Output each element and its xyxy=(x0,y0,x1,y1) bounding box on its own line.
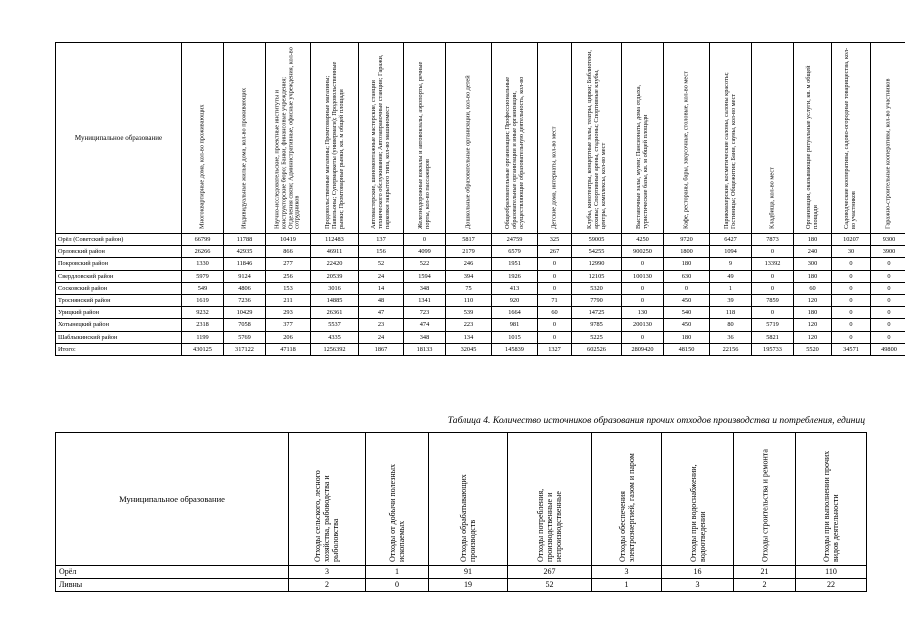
table-caption: Таблица 4. Количество источников образования прочих отходов производства и потребления, единиц xyxy=(447,415,865,426)
value-cell: 7236 xyxy=(224,294,266,306)
value-cell: 1619 xyxy=(182,294,224,306)
value-cell: 120 xyxy=(794,319,832,331)
value-cell: 0 xyxy=(871,319,905,331)
value-cell: 3 xyxy=(592,566,662,579)
waste-sources-table-1 xyxy=(55,42,905,356)
value-cell: 19 xyxy=(429,579,508,592)
value-cell: 5769 xyxy=(224,331,266,343)
column-header-label: Парикмахерские, косметические салоны, салоны красоты; Гостиницы; Общежития; Бани, сауны, кол-во мест xyxy=(722,72,737,229)
table-row xyxy=(56,307,905,319)
column-header-label: Отходы при выполнении прочих видов деятельности xyxy=(821,450,840,562)
value-cell: 120 xyxy=(794,294,832,306)
value-cell: 9785 xyxy=(572,319,622,331)
value-cell: 34571 xyxy=(832,343,871,355)
value-cell: 1094 xyxy=(710,246,752,258)
value-cell: 4335 xyxy=(311,331,359,343)
value-cell: 0 xyxy=(664,282,710,294)
column-header-label: Автомастерские, шиномонтажные мастерские, станции технического обслуживания; Автозаправочные станции; Гаражи, парковки закрытого типа, кол-во машиномест xyxy=(369,54,391,229)
value-cell: 0 xyxy=(752,307,794,319)
municipality-name-cell: Орёл xyxy=(56,566,289,579)
value-cell: 0 xyxy=(832,270,871,282)
value-cell: 1199 xyxy=(182,331,224,343)
value-cell: 3 xyxy=(289,566,366,579)
value-cell: 317122 xyxy=(224,343,266,355)
table-row xyxy=(56,258,905,270)
value-cell: 1 xyxy=(366,566,429,579)
value-cell: 0 xyxy=(622,258,664,270)
municipality-name-cell: Урицкий район xyxy=(56,307,182,319)
value-cell: 0 xyxy=(538,282,572,294)
value-cell: 348 xyxy=(404,331,446,343)
value-cell: 52 xyxy=(508,579,592,592)
column-header-label: Дошкольные образовательные организации, кол-во детей xyxy=(464,75,472,229)
table-row xyxy=(56,343,905,355)
value-cell: 9 xyxy=(710,258,752,270)
value-cell: 0 xyxy=(752,282,794,294)
value-cell: 1926 xyxy=(492,270,538,282)
table-row xyxy=(56,282,905,294)
value-cell: 348 xyxy=(404,282,446,294)
value-cell: 450 xyxy=(664,319,710,331)
value-cell: 267 xyxy=(508,566,592,579)
value-cell: 1951 xyxy=(492,258,538,270)
value-cell: 48 xyxy=(359,294,404,306)
column-header-label: Выставочные залы, музеи; Пансионаты, дома отдыха, туристические базы, кв. м общей площади xyxy=(634,84,649,229)
value-cell: 4250 xyxy=(622,234,664,246)
municipality-name-cell: Итого: xyxy=(56,343,182,355)
value-cell: 300 xyxy=(794,258,832,270)
value-cell: 118 xyxy=(710,307,752,319)
column-header xyxy=(224,43,266,234)
value-cell: 22 xyxy=(796,579,867,592)
column-header xyxy=(832,43,871,234)
value-cell: 2 xyxy=(289,579,366,592)
waste-sources-table-2 xyxy=(55,432,867,592)
column-header-label: Отходы сельского, лесного хозяйства, рыбоводства и рыболовства xyxy=(313,470,341,562)
value-cell: 180 xyxy=(794,307,832,319)
value-cell: 325 xyxy=(538,234,572,246)
value-cell: 0 xyxy=(832,307,871,319)
value-cell: 0 xyxy=(538,319,572,331)
value-cell: 3 xyxy=(662,579,734,592)
municipality-name-cell: Ливны xyxy=(56,579,289,592)
value-cell: 1330 xyxy=(182,258,224,270)
column-header-label: Кладбища, кол-во мест xyxy=(768,167,776,229)
value-cell: 549 xyxy=(182,282,224,294)
value-cell: 120 xyxy=(794,331,832,343)
column-header-label: Многоквартирные дома, кол-во проживающих xyxy=(198,104,206,229)
column-header-label: Организации, оказывающие ритуальные услуги, кв. м общей площади xyxy=(804,65,819,229)
value-cell: 200130 xyxy=(622,319,664,331)
value-cell: 0 xyxy=(832,294,871,306)
value-cell: 0 xyxy=(622,331,664,343)
value-cell: 180 xyxy=(664,258,710,270)
value-cell: 2 xyxy=(734,579,796,592)
value-cell: 6427 xyxy=(710,234,752,246)
value-cell: 1594 xyxy=(404,270,446,282)
value-cell: 7859 xyxy=(752,294,794,306)
value-cell: 59005 xyxy=(572,234,622,246)
value-cell: 42935 xyxy=(224,246,266,258)
value-cell: 14 xyxy=(359,282,404,294)
value-cell: 4099 xyxy=(404,246,446,258)
column-header xyxy=(664,43,710,234)
value-cell: 36 xyxy=(710,331,752,343)
value-cell: 1 xyxy=(592,579,662,592)
value-cell: 223 xyxy=(446,319,492,331)
value-cell: 1664 xyxy=(492,307,538,319)
value-cell: 0 xyxy=(871,331,905,343)
column-header-label: Отходы строительства и ремонта xyxy=(759,449,769,562)
value-cell: 14885 xyxy=(311,294,359,306)
value-cell: 24759 xyxy=(492,234,538,246)
value-cell: 66799 xyxy=(182,234,224,246)
table-row xyxy=(56,579,867,592)
value-cell: 47118 xyxy=(266,343,311,355)
value-cell: 7790 xyxy=(572,294,622,306)
value-cell: 1341 xyxy=(404,294,446,306)
value-cell: 180 xyxy=(664,331,710,343)
value-cell: 1 xyxy=(710,282,752,294)
value-cell: 49 xyxy=(710,270,752,282)
value-cell: 10207 xyxy=(832,234,871,246)
value-cell: 5537 xyxy=(311,319,359,331)
value-cell: 54255 xyxy=(572,246,622,258)
value-cell: 60 xyxy=(538,307,572,319)
value-cell: 206 xyxy=(266,331,311,343)
value-cell: 474 xyxy=(404,319,446,331)
value-cell: 2809420 xyxy=(622,343,664,355)
column-header-label: Клубы, кинотеатры, концертные залы, театры, цирки; Библиотеки, архивы; Спортивные арены, стадионы; Спортивные клубы, центры, комплексы, кол-во мест xyxy=(585,50,606,229)
column-header xyxy=(622,43,664,234)
value-cell: 0 xyxy=(622,294,664,306)
column-header-label: Отходы потребления, производственные и непроизводственные xyxy=(535,488,564,562)
value-cell: 110 xyxy=(796,566,867,579)
value-cell: 539 xyxy=(446,307,492,319)
value-cell: 920 xyxy=(492,294,538,306)
value-cell: 240 xyxy=(794,246,832,258)
value-cell: 7058 xyxy=(224,319,266,331)
column-header xyxy=(492,43,538,234)
column-header xyxy=(266,43,311,234)
value-cell: 9124 xyxy=(224,270,266,282)
value-cell: 130 xyxy=(622,307,664,319)
municipality-name-cell: Хотынецкий район xyxy=(56,319,182,331)
column-header xyxy=(794,43,832,234)
value-cell: 134 xyxy=(446,331,492,343)
value-cell: 211 xyxy=(266,294,311,306)
value-cell: 522 xyxy=(404,258,446,270)
column-header-label: Научно-исследовательские, проектные институты и конструкторские бюро; Банки, финансовые учреждения; Отделения связи; Административные, офисные учреждения, кол-во сотрудников xyxy=(273,47,301,229)
column-header xyxy=(429,433,508,566)
table-header-row xyxy=(56,433,867,566)
column-header xyxy=(796,433,867,566)
value-cell: 540 xyxy=(664,307,710,319)
value-cell: 52 xyxy=(359,258,404,270)
municipality-name-cell: Покровский район xyxy=(56,258,182,270)
value-cell: 12105 xyxy=(572,270,622,282)
value-cell: 377 xyxy=(266,319,311,331)
value-cell: 256 xyxy=(266,270,311,282)
value-cell: 47 xyxy=(359,307,404,319)
value-cell: 267 xyxy=(538,246,572,258)
value-cell: 900250 xyxy=(622,246,664,258)
value-cell: 71 xyxy=(538,294,572,306)
value-cell: 22420 xyxy=(311,258,359,270)
value-cell: 16 xyxy=(662,566,734,579)
value-cell: 7873 xyxy=(752,234,794,246)
value-cell: 5520 xyxy=(794,343,832,355)
column-header xyxy=(871,43,905,234)
value-cell: 723 xyxy=(404,307,446,319)
column-header-label: Детские дома, интернаты, кол-во мест xyxy=(550,126,558,229)
value-cell: 0 xyxy=(832,331,871,343)
table-row xyxy=(56,234,905,246)
value-cell: 0 xyxy=(871,282,905,294)
value-cell: 0 xyxy=(832,282,871,294)
municipality-name-cell: Свердловский район xyxy=(56,270,182,282)
value-cell: 2179 xyxy=(446,246,492,258)
column-header-label: Общеобразовательные организации; Профессиональные образовательные организации и иные организации, осуществляющие образовательную деятельность, кол-во xyxy=(503,76,524,229)
column-header xyxy=(592,433,662,566)
municipality-name-cell: Троснянский район xyxy=(56,294,182,306)
column-header xyxy=(662,433,734,566)
value-cell: 13392 xyxy=(752,258,794,270)
value-cell: 112483 xyxy=(311,234,359,246)
column-header xyxy=(311,43,359,234)
column-header-label: Индивидуальные жилые дома, кол-во проживающих xyxy=(240,87,248,229)
value-cell: 24 xyxy=(359,270,404,282)
value-cell: 1327 xyxy=(538,343,572,355)
value-cell: 1800 xyxy=(664,246,710,258)
value-cell: 137 xyxy=(359,234,404,246)
value-cell: 0 xyxy=(871,258,905,270)
value-cell: 46911 xyxy=(311,246,359,258)
value-cell: 75 xyxy=(446,282,492,294)
value-cell: 246 xyxy=(446,258,492,270)
value-cell: 21 xyxy=(734,566,796,579)
value-cell: 9720 xyxy=(664,234,710,246)
value-cell: 2318 xyxy=(182,319,224,331)
table-row xyxy=(56,246,905,258)
value-cell: 1867 xyxy=(359,343,404,355)
value-cell: 10429 xyxy=(224,307,266,319)
value-cell: 153 xyxy=(266,282,311,294)
column-header xyxy=(289,433,366,566)
value-cell: 5821 xyxy=(752,331,794,343)
value-cell: 277 xyxy=(266,258,311,270)
value-cell: 180 xyxy=(794,270,832,282)
value-cell: 5817 xyxy=(446,234,492,246)
value-cell: 0 xyxy=(871,294,905,306)
value-cell: 0 xyxy=(538,258,572,270)
column-header xyxy=(366,433,429,566)
value-cell: 22156 xyxy=(710,343,752,355)
value-cell: 630 xyxy=(664,270,710,282)
column-header-label: Отходы обрабатывающих производств xyxy=(458,474,477,562)
value-cell: 18133 xyxy=(404,343,446,355)
municipality-column-header: Муниципальное образование xyxy=(56,43,182,234)
value-cell: 156 xyxy=(359,246,404,258)
value-cell: 20539 xyxy=(311,270,359,282)
value-cell: 26361 xyxy=(311,307,359,319)
value-cell: 195733 xyxy=(752,343,794,355)
municipality-name-cell: Сосковский район xyxy=(56,282,182,294)
value-cell: 5719 xyxy=(752,319,794,331)
value-cell: 394 xyxy=(446,270,492,282)
value-cell: 5979 xyxy=(182,270,224,282)
value-cell: 14725 xyxy=(572,307,622,319)
column-header xyxy=(182,43,224,234)
value-cell: 80 xyxy=(710,319,752,331)
value-cell: 450 xyxy=(664,294,710,306)
value-cell: 48150 xyxy=(664,343,710,355)
column-header xyxy=(572,43,622,234)
column-header xyxy=(359,43,404,234)
value-cell: 0 xyxy=(871,307,905,319)
column-header-label: Отходы от добычи полезных ископаемых xyxy=(387,463,406,562)
value-cell: 981 xyxy=(492,319,538,331)
value-cell: 413 xyxy=(492,282,538,294)
value-cell: 293 xyxy=(266,307,311,319)
value-cell: 180 xyxy=(794,234,832,246)
value-cell: 0 xyxy=(538,270,572,282)
table-row xyxy=(56,566,867,579)
value-cell: 145839 xyxy=(492,343,538,355)
column-header xyxy=(508,433,592,566)
column-header-label: Гаражно-строительные кооперативы, кол-во участников xyxy=(884,78,892,229)
municipality-name-cell: Шаблыкинский район xyxy=(56,331,182,343)
municipality-column-header: Муниципальное образование xyxy=(56,433,289,566)
table-row xyxy=(56,294,905,306)
value-cell: 3900 xyxy=(871,246,905,258)
table-row xyxy=(56,319,905,331)
table-header-row xyxy=(56,43,905,234)
value-cell: 1015 xyxy=(492,331,538,343)
value-cell: 866 xyxy=(266,246,311,258)
column-header-label: Отходы при водоснабжении, водоотведении xyxy=(688,464,707,562)
column-header xyxy=(710,43,752,234)
value-cell: 602526 xyxy=(572,343,622,355)
value-cell: 0 xyxy=(366,579,429,592)
value-cell: 0 xyxy=(404,234,446,246)
column-header-label: Кафе, рестораны, бары, закусочные, столовые, кол-во мест xyxy=(682,71,690,229)
value-cell: 5320 xyxy=(572,282,622,294)
value-cell: 5225 xyxy=(572,331,622,343)
value-cell: 1256392 xyxy=(311,343,359,355)
value-cell: 3016 xyxy=(311,282,359,294)
value-cell: 0 xyxy=(752,246,794,258)
value-cell: 0 xyxy=(871,270,905,282)
table-row xyxy=(56,270,905,282)
value-cell: 60 xyxy=(794,282,832,294)
value-cell: 30 xyxy=(832,246,871,258)
column-header-label: Продовольственные магазины; Промтоварные магазины; Павильоны; Супермаркеты (универмаги); Продовольственные рынки; Промтоварные рынки, кв. м общей площади xyxy=(323,61,344,229)
value-cell: 9232 xyxy=(182,307,224,319)
value-cell: 6579 xyxy=(492,246,538,258)
value-cell: 0 xyxy=(752,270,794,282)
value-cell: 0 xyxy=(622,282,664,294)
value-cell: 23 xyxy=(359,319,404,331)
municipality-name-cell: Орёл (Советский район) xyxy=(56,234,182,246)
column-header xyxy=(752,43,794,234)
value-cell: 10419 xyxy=(266,234,311,246)
municipality-name-cell: Орловский район xyxy=(56,246,182,258)
column-header-label: Отходы обеспечения электроэнергией, газом и паром xyxy=(617,453,636,562)
table-row xyxy=(56,331,905,343)
value-cell: 32045 xyxy=(446,343,492,355)
value-cell: 0 xyxy=(538,331,572,343)
value-cell: 9300 xyxy=(871,234,905,246)
column-header xyxy=(734,433,796,566)
column-header xyxy=(446,43,492,234)
value-cell: 100130 xyxy=(622,270,664,282)
value-cell: 12990 xyxy=(572,258,622,270)
column-header-label: Садоводческие кооперативы, садово-огородные товарищества, кол-во участников xyxy=(843,47,857,229)
value-cell: 11846 xyxy=(224,258,266,270)
value-cell: 26266 xyxy=(182,246,224,258)
column-header xyxy=(404,43,446,234)
column-header xyxy=(538,43,572,234)
value-cell: 91 xyxy=(429,566,508,579)
value-cell: 0 xyxy=(832,258,871,270)
value-cell: 11788 xyxy=(224,234,266,246)
value-cell: 24 xyxy=(359,331,404,343)
value-cell: 4806 xyxy=(224,282,266,294)
column-header-label: Железнодорожные вокзалы и автовокзалы, аэропорты, речные порты, кол-во пассажиров xyxy=(416,61,431,229)
value-cell: 0 xyxy=(832,319,871,331)
value-cell: 430125 xyxy=(182,343,224,355)
value-cell: 110 xyxy=(446,294,492,306)
value-cell: 39 xyxy=(710,294,752,306)
value-cell: 49800 xyxy=(871,343,905,355)
